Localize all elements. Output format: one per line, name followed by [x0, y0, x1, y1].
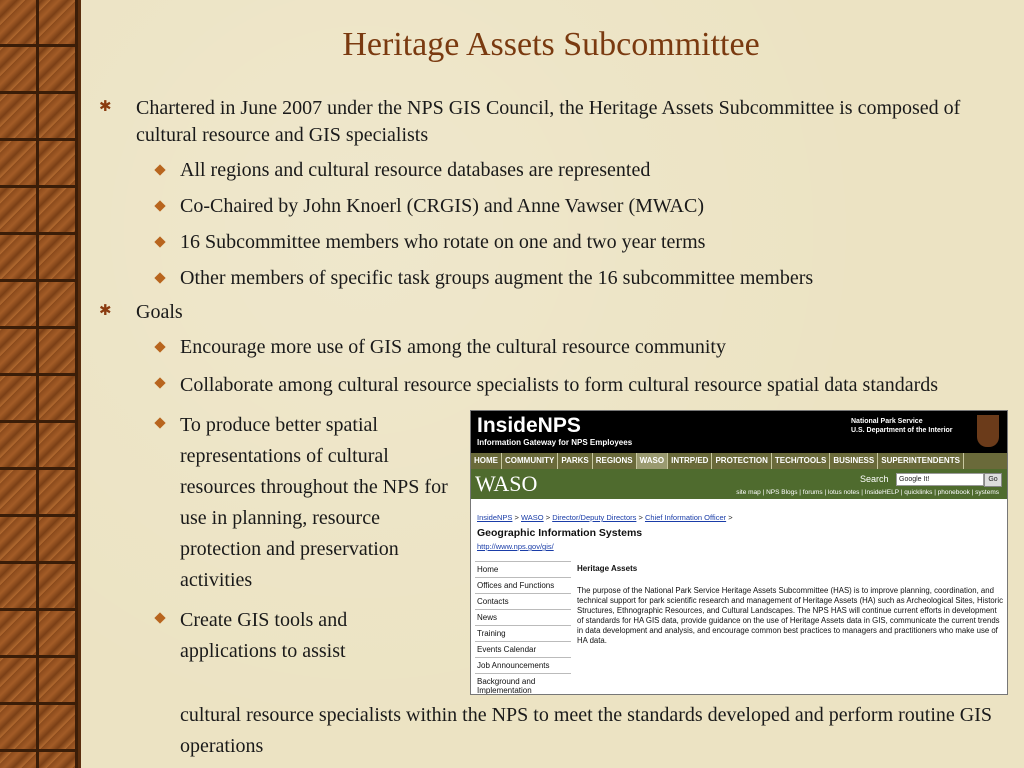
site-tagline: Information Gateway for NPS Employees	[477, 438, 633, 447]
nav-community[interactable]: COMMUNITY	[502, 453, 558, 469]
diamond-bullet-icon	[154, 272, 165, 283]
nav-tech-tools[interactable]: TECH/TOOLS	[772, 453, 830, 469]
insidenps-screenshot	[470, 410, 1008, 695]
section-title: WASO	[475, 471, 538, 496]
nav-superintendents[interactable]: SUPERINTENDENTS	[878, 453, 964, 469]
nav-home[interactable]: HOME	[471, 453, 502, 469]
left-nav-item[interactable]: Job Announcements	[475, 657, 571, 673]
crumb-insidenps[interactable]: InsideNPS	[477, 513, 513, 522]
sub-bullet: All regions and cultural resource databases are represented	[96, 157, 1011, 184]
bullet-goals: ✱ Goals	[99, 301, 183, 323]
left-nav-item[interactable]: Events Calendar	[475, 641, 571, 657]
site-links[interactable]: site map | NPS Blogs | forums | lotus notes | InsideHELP | quicklinks | phonebook | systems	[736, 489, 999, 496]
content-text: The purpose of the National Park Service Heritage Assets Subcommittee (HAS) is to improve planning, coordination, and technical support for park scientific research and management of Heritage Assets (HA) such as Archeological Sites, Historic Structures, Ethnographic Resources, and Cultural Landscapes. The NPS HAS will continue current efforts in development of standards for HA GIS data, provide guidance on the use of Heritage Assets data in GIS, communicate the current trends in data development and analysis, and encourage common best practices to managers and practitioners who make use of HA data.	[577, 586, 1003, 645]
left-nav-item[interactable]: Background and Implementation	[475, 673, 571, 695]
slide-title: Heritage Assets Subcommittee	[342, 26, 760, 63]
sub-bullet: Create GIS tools and applications to assist	[96, 605, 1011, 667]
nav-intrp-ed[interactable]: INTRP/ED	[668, 453, 712, 469]
wood-border	[0, 0, 81, 768]
sub-bullet: 16 Subcommittee members who rotate on one and two year terms	[96, 229, 1011, 256]
go-button[interactable]: Go	[984, 473, 1002, 487]
left-nav-item[interactable]: Training	[475, 625, 571, 641]
sub-bullet: Encourage more use of GIS among the cultural resource community	[96, 334, 1011, 361]
crumb-directors[interactable]: Director/Deputy Directors	[552, 513, 637, 522]
search-input[interactable]: Google It!	[896, 473, 984, 486]
bullet-continuation: cultural resource specialists within the NPS to meet the standards developed and perform routine GIS operations	[180, 704, 993, 757]
nav-protection[interactable]: PROTECTION	[712, 453, 771, 469]
crumb-cio[interactable]: Chief Information Officer	[644, 513, 727, 522]
page-url-link[interactable]: http://www.nps.gov/gis/	[477, 542, 554, 551]
left-nav-item[interactable]: Home	[475, 561, 571, 577]
star-bullet-icon: ✱	[99, 99, 112, 115]
diamond-bullet-icon	[154, 164, 165, 175]
sub-bullet: Collaborate among cultural resource specialists to form cultural resource spatial data standards	[96, 370, 1011, 401]
bullet-chartered: ✱ Chartered in June 2007 under the NPS GIS Council, the Heritage Assets Subcommittee is composed of cultural resource and GIS specialists	[99, 97, 961, 146]
diamond-bullet-icon	[154, 417, 165, 428]
left-nav-item[interactable]: Contacts	[475, 593, 571, 609]
sub-bullet: Other members of specific task groups augment the 16 subcommittee members	[96, 265, 1011, 292]
nav-waso[interactable]: WASO	[637, 453, 668, 469]
site-logo: InsideNPS	[477, 414, 581, 437]
sub-bullet: To produce better spatial representations of cultural resources throughout the NPS for use in planning, resource protection and preservation activities	[96, 410, 1011, 596]
section-bar	[471, 469, 1007, 499]
nav-parks[interactable]: PARKS	[558, 453, 592, 469]
diamond-bullet-icon	[154, 200, 165, 211]
nav-business[interactable]: BUSINESS	[830, 453, 878, 469]
diamond-bullet-icon	[154, 612, 165, 623]
top-nav	[471, 453, 1007, 469]
agency-label: National Park Service U.S. Department of the Interior	[851, 418, 953, 434]
nav-regions[interactable]: REGIONS	[593, 453, 637, 469]
breadcrumb: InsideNPS > WASO > Director/Deputy Directors > Chief Information Officer >	[477, 513, 733, 522]
left-nav	[475, 561, 571, 695]
left-nav-item[interactable]: News	[475, 609, 571, 625]
content-title: Heritage Assets	[577, 564, 638, 573]
diamond-bullet-icon	[154, 236, 165, 247]
page-title: Geographic Information Systems	[477, 527, 643, 539]
search-label: Search	[860, 474, 889, 484]
diamond-bullet-icon	[154, 341, 165, 352]
star-bullet-icon: ✱	[99, 303, 112, 319]
diamond-bullet-icon	[154, 377, 165, 388]
nps-arrowhead-icon	[977, 415, 999, 447]
sub-bullet: Co-Chaired by John Knoerl (CRGIS) and Anne Vawser (MWAC)	[96, 193, 1011, 220]
left-nav-item[interactable]: Offices and Functions	[475, 577, 571, 593]
crumb-waso[interactable]: WASO	[521, 513, 544, 522]
site-banner	[471, 411, 1007, 453]
